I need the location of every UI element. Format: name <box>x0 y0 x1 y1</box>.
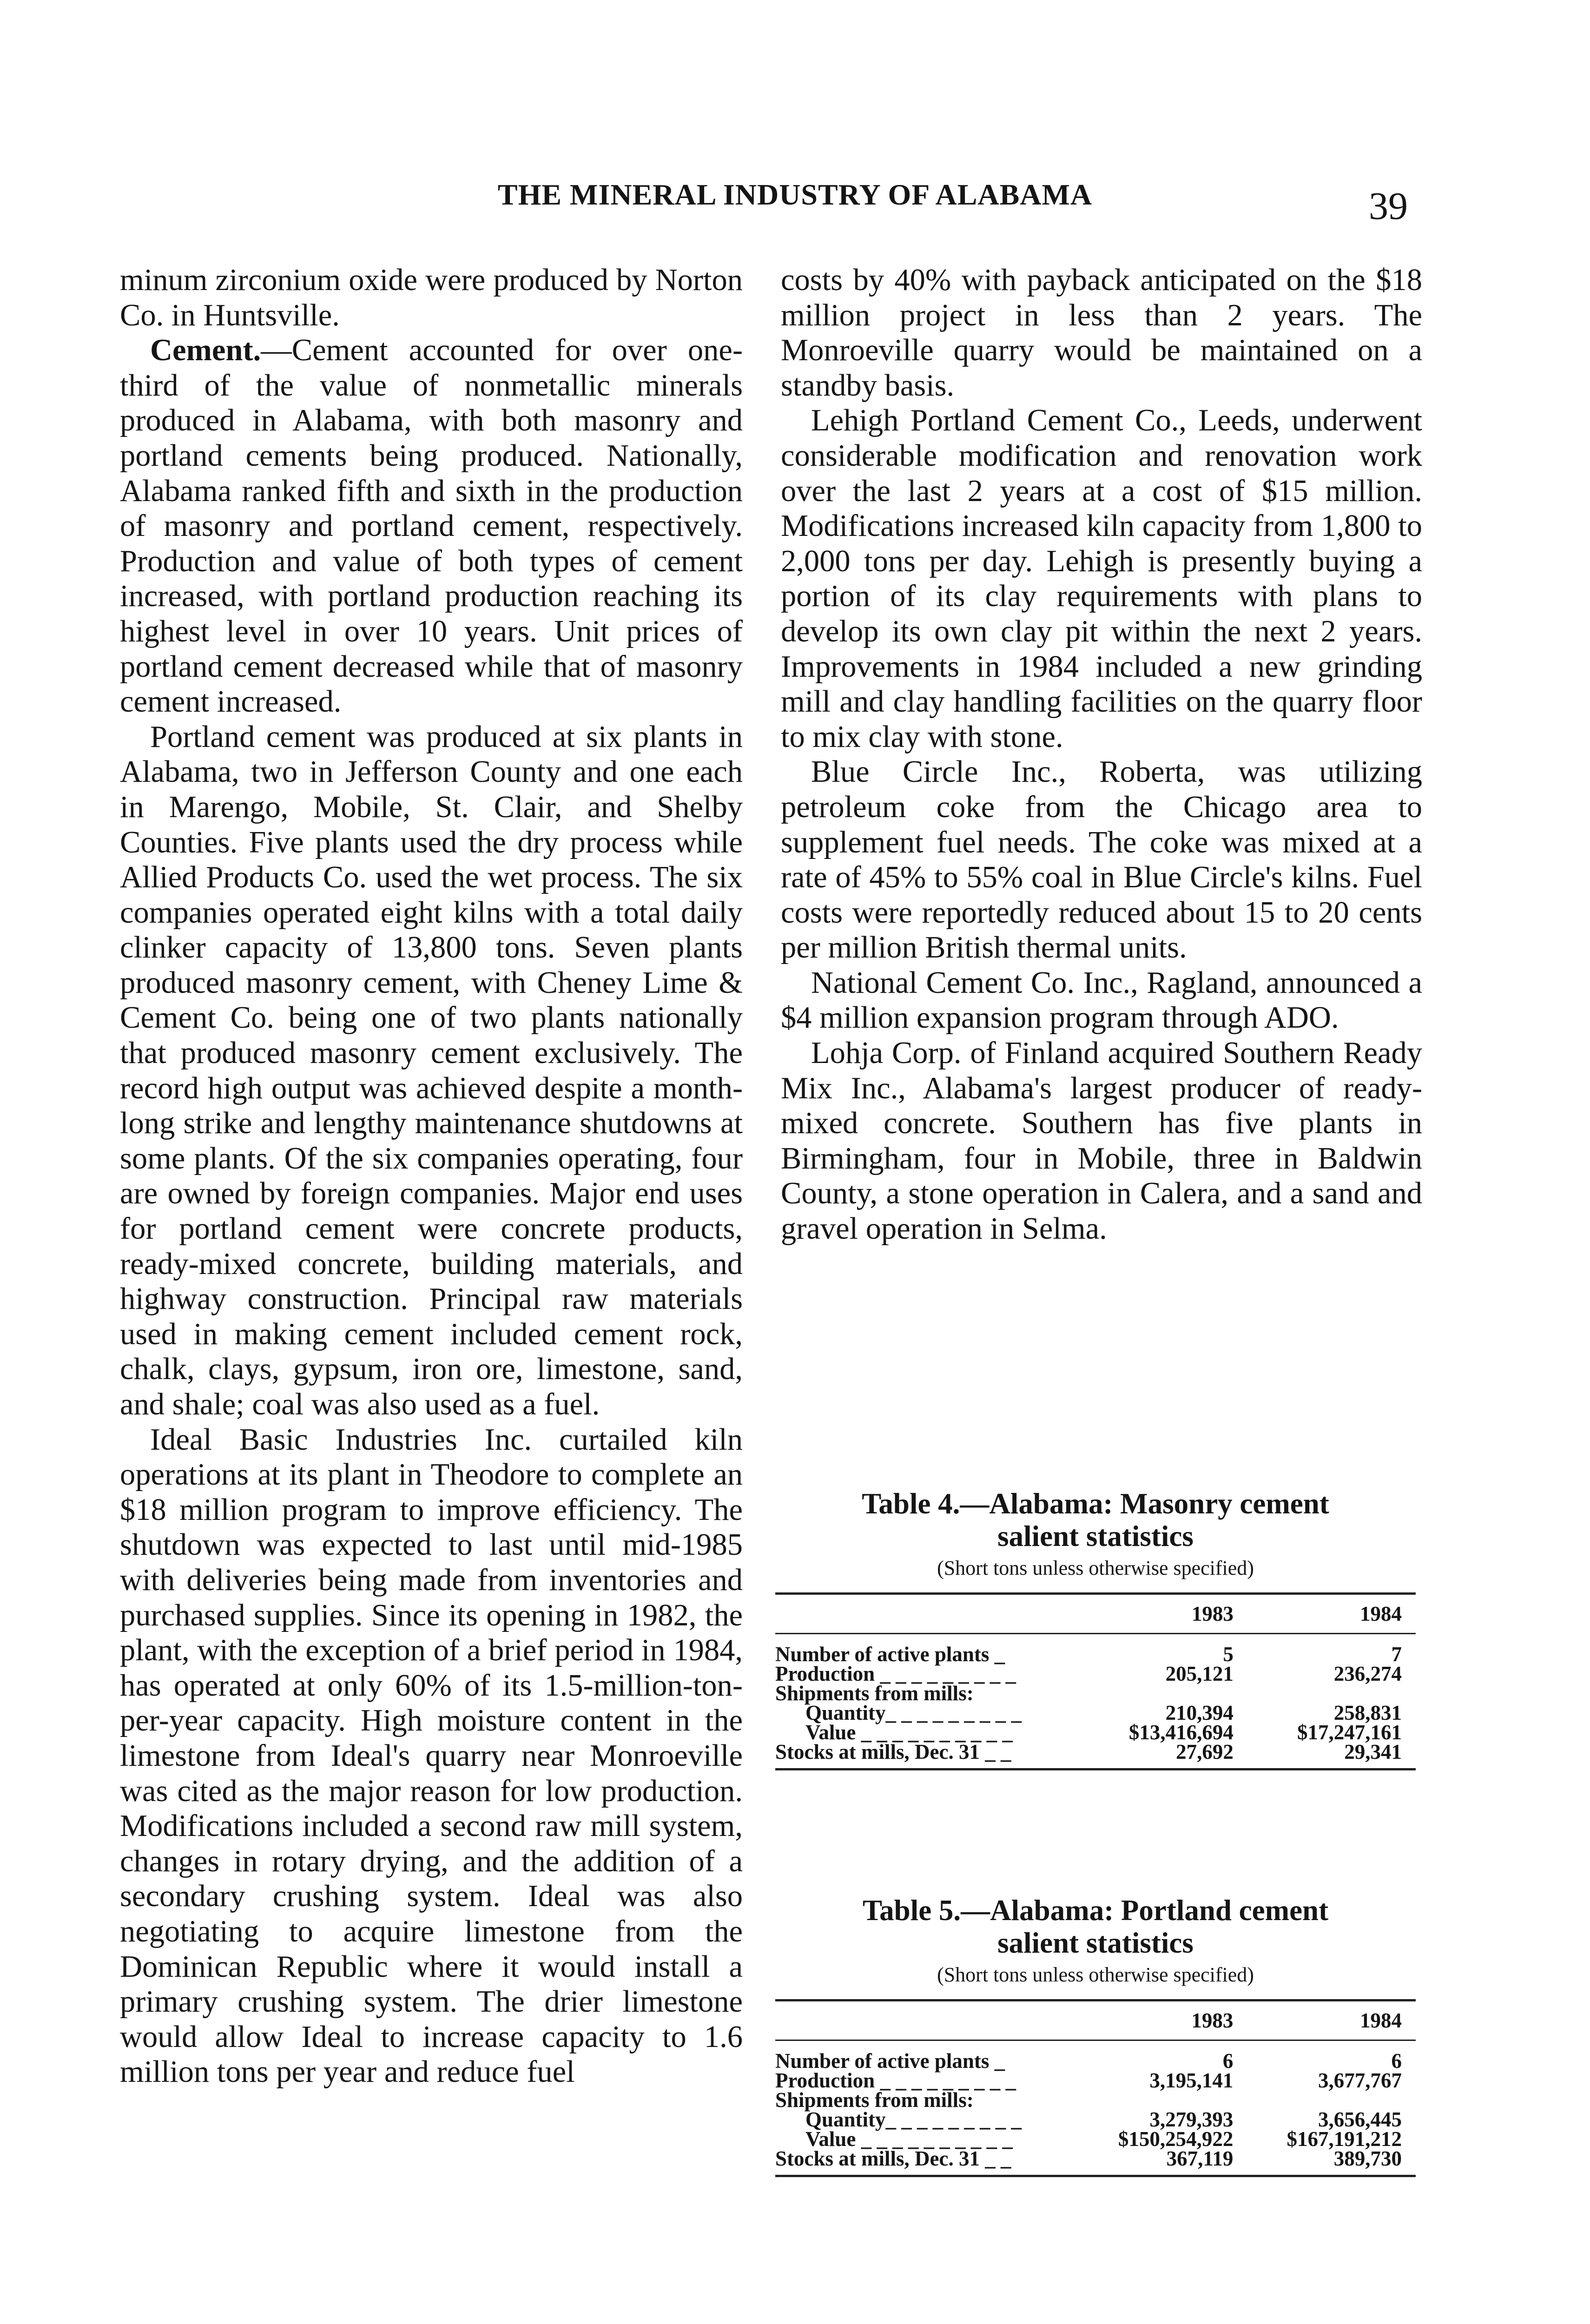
table-row <box>775 2040 1416 2071</box>
cell-1984: 389,730 <box>1252 2149 1416 2176</box>
table-row <box>775 1742 1416 1769</box>
paragraph-text: —Cement accounted for over one-third of the value of nonmetallic minerals produced in Alabama, with both masonry and portland cements being produced. Nationally, Alabama ranked fifth and sixth in the production of masonry and portland cement, respectively. Production and value of both types of cement increased, with portland production reaching its highest level in over 10 years. Unit prices of portland cement decreased while that of masonry cement increased. <box>120 333 743 719</box>
table-row <box>775 2149 1416 2176</box>
header-cell-1983: 1983 <box>1082 1594 1252 1634</box>
cell-1984: 6 <box>1391 2049 1402 2073</box>
section-lead-cement: Cement. <box>150 333 261 368</box>
running-header: THE MINERAL INDUSTRY OF ALABAMA <box>497 178 1093 211</box>
cell-1984: 258,831 <box>1333 1701 1402 1724</box>
cell-1984: 7 <box>1391 1643 1402 1666</box>
table-row <box>775 2110 1416 2129</box>
row-label: Production _ _ _ _ _ _ _ _ _ <box>775 1662 1016 1685</box>
header-cell-1984: 1984 <box>1252 1594 1416 1634</box>
table-row <box>775 2090 1416 2110</box>
row-label: Stocks at mills, Dec. 31 _ _ <box>775 1742 1082 1769</box>
paragraph: costs by 40% with payback anticipated on the $18 million project in less than 2 years. The Monroeville quarry would be maintained on a standby basis. <box>781 263 1422 403</box>
row-label: Value _ _ _ _ _ _ _ _ _ _ <box>805 2127 1013 2151</box>
left-column <box>120 263 743 2090</box>
table-title: salient statistics <box>997 1927 1194 1959</box>
table-row <box>775 1684 1416 1703</box>
table-portland-cement <box>775 1894 1416 2177</box>
cell-1983 <box>1082 1684 1252 1703</box>
cell-1984 <box>1252 1684 1416 1703</box>
row-label: Stocks at mills, Dec. 31 _ _ <box>775 2149 1082 2176</box>
paragraph: minum zirconium oxide were produced by Norton Co. in Huntsville. <box>120 263 743 332</box>
page-number: 39 <box>1369 185 1408 228</box>
paragraph: Lohja Corp. of Finland acquired Southern Ready Mix Inc., Alabama's largest producer of ready-mixed concrete. Southern has five plants in Birmingham, four in Mobile, three in Baldwin County, a stone operation in Calera, and a sand and gravel operation in Selma. <box>781 1036 1422 1246</box>
paragraph: Blue Circle Inc., Roberta, was utilizing petroleum coke from the Chicago area to supplement fuel needs. The coke was mixed at a rate of 45% to 55% coal in Blue Circle's kilns. Fuel costs were reportedly reduced about 15 to 20 cents per million British thermal units. <box>781 755 1422 965</box>
table-row <box>775 1703 1416 1723</box>
table-row <box>775 2071 1416 2090</box>
cell-1983: 205,121 <box>1165 1662 1234 1685</box>
row-label: Production _ _ _ _ _ _ _ _ _ <box>775 2069 1016 2092</box>
table-title: Table 4.—Alabama: Masonry cement <box>862 1487 1329 1520</box>
cell-1983: 210,394 <box>1165 1701 1234 1724</box>
table-row <box>775 1634 1416 1664</box>
cell-1984: $167,191,212 <box>1287 2127 1402 2151</box>
cell-1984: 236,274 <box>1333 1662 1402 1685</box>
header-cell-1983: 1983 <box>1082 2000 1252 2040</box>
cell-1983: 367,119 <box>1082 2149 1252 2176</box>
cell-1983 <box>1082 2090 1252 2110</box>
row-label: Quantity_ _ _ _ _ _ _ _ _ <box>805 2108 1022 2131</box>
cell-1983: 3,279,393 <box>1149 2108 1234 2131</box>
table-title: Table 5.—Alabama: Portland cement <box>862 1894 1329 1927</box>
cell-1984 <box>1252 2090 1416 2110</box>
statistics-table <box>775 1999 1416 2177</box>
cell-1984: 3,677,767 <box>1318 2069 1402 2092</box>
cell-1983: 5 <box>1223 1643 1234 1666</box>
cell-1984: 3,656,445 <box>1318 2108 1402 2131</box>
table-row <box>775 1723 1416 1742</box>
header-cell-1984: 1984 <box>1252 2000 1416 2040</box>
cell-1984: $17,247,161 <box>1297 1721 1402 1744</box>
cell-1983: 6 <box>1222 2049 1234 2073</box>
paragraph: Portland cement was produced at six plants in Alabama, two in Jefferson County and one each in Marengo, Mobile, St. Clair, and Shelby Counties. Five plants used the dry process while Allied Products Co. used the wet process. The six companies operated eight kilns with a total daily clinker capacity of 13,800 tons. Seven plants produced masonry cement, with Cheney Lime & Cement Co. being one of two plants nationally that produced masonry cement exclusively. The record high output was achieved despite a month-long strike and lengthy maintenance shutdowns at some plants. Of the six companies operating, four are owned by foreign companies. Major end uses for portland cement were concrete products, ready-mixed concrete, building materials, and highway construction. Principal raw materials used in making cement included cement rock, chalk, clays, gypsum, iron ore, limestone, sand, and shale; coal was also used as a fuel. <box>120 720 743 1421</box>
statistics-table <box>775 1592 1416 1770</box>
cell-1983: 27,692 <box>1082 1742 1252 1769</box>
cell-1983: $150,254,922 <box>1118 2127 1234 2151</box>
cell-1983: 3,195,141 <box>1149 2069 1234 2092</box>
row-label: Number of active plants _ <box>775 2049 1005 2073</box>
paragraph: Lehigh Portland Cement Co., Leeds, underwent considerable modification and renovation work over the last 2 years at a cost of $15 million. Modifications increased kiln capacity from 1,800 to 2,000 tons per day. Lehigh is presently buying a portion of its clay requirements with plans to develop its own clay pit within the next 2 years. Improvements in 1984 included a new grinding mill and clay handling facilities on the quarry floor to mix clay with stone. <box>781 403 1422 754</box>
table-row <box>775 2129 1416 2149</box>
cell-1983: $13,416,694 <box>1128 1721 1234 1744</box>
header-cell-blank <box>775 2000 1082 2040</box>
row-label: Shipments from mills: <box>775 2088 974 2112</box>
table-row <box>775 1664 1416 1684</box>
paragraph: National Cement Co. Inc., Ragland, announced a $4 million expansion program through ADO. <box>781 965 1422 1035</box>
paragraph-cement <box>120 333 743 720</box>
table-subtitle: (Short tons unless otherwise specified) <box>937 1963 1254 1986</box>
header-cell-blank <box>775 1594 1082 1634</box>
right-column <box>781 263 1422 1247</box>
row-label: Quantity_ _ _ _ _ _ _ _ _ <box>805 1701 1022 1724</box>
row-label: Number of active plants _ <box>775 1643 1005 1666</box>
paragraph: Ideal Basic Industries Inc. curtailed kiln operations at its plant in Theodore to complete an $18 million program to improve efficiency. The shutdown was expected to last until mid-1985 with deliveries being made from inventories and purchased supplies. Since its opening in 1982, the plant, with the exception of a brief period in 1984, has operated at only 60% of its 1.5-million-ton-per-year capacity. High moisture content in the limestone from Ideal's quarry near Monroeville was cited as the major reason for low production. Modifications included a second raw mill system, changes in rotary drying, and the addition of a secondary crushing system. Ideal was also negotiating to acquire limestone from the Dominican Republic where it would install a primary crushing system. The drier limestone would allow Ideal to increase capacity to 1.6 million tons per year and reduce fuel <box>120 1422 743 2089</box>
row-label: Shipments from mills: <box>775 1682 974 1705</box>
cell-1984: 29,341 <box>1252 1742 1416 1769</box>
table-masonry-cement <box>775 1487 1416 1770</box>
table-title: salient statistics <box>997 1520 1194 1552</box>
row-label: Value _ _ _ _ _ _ _ _ _ _ <box>805 1721 1013 1744</box>
table-subtitle: (Short tons unless otherwise specified) <box>937 1557 1254 1579</box>
